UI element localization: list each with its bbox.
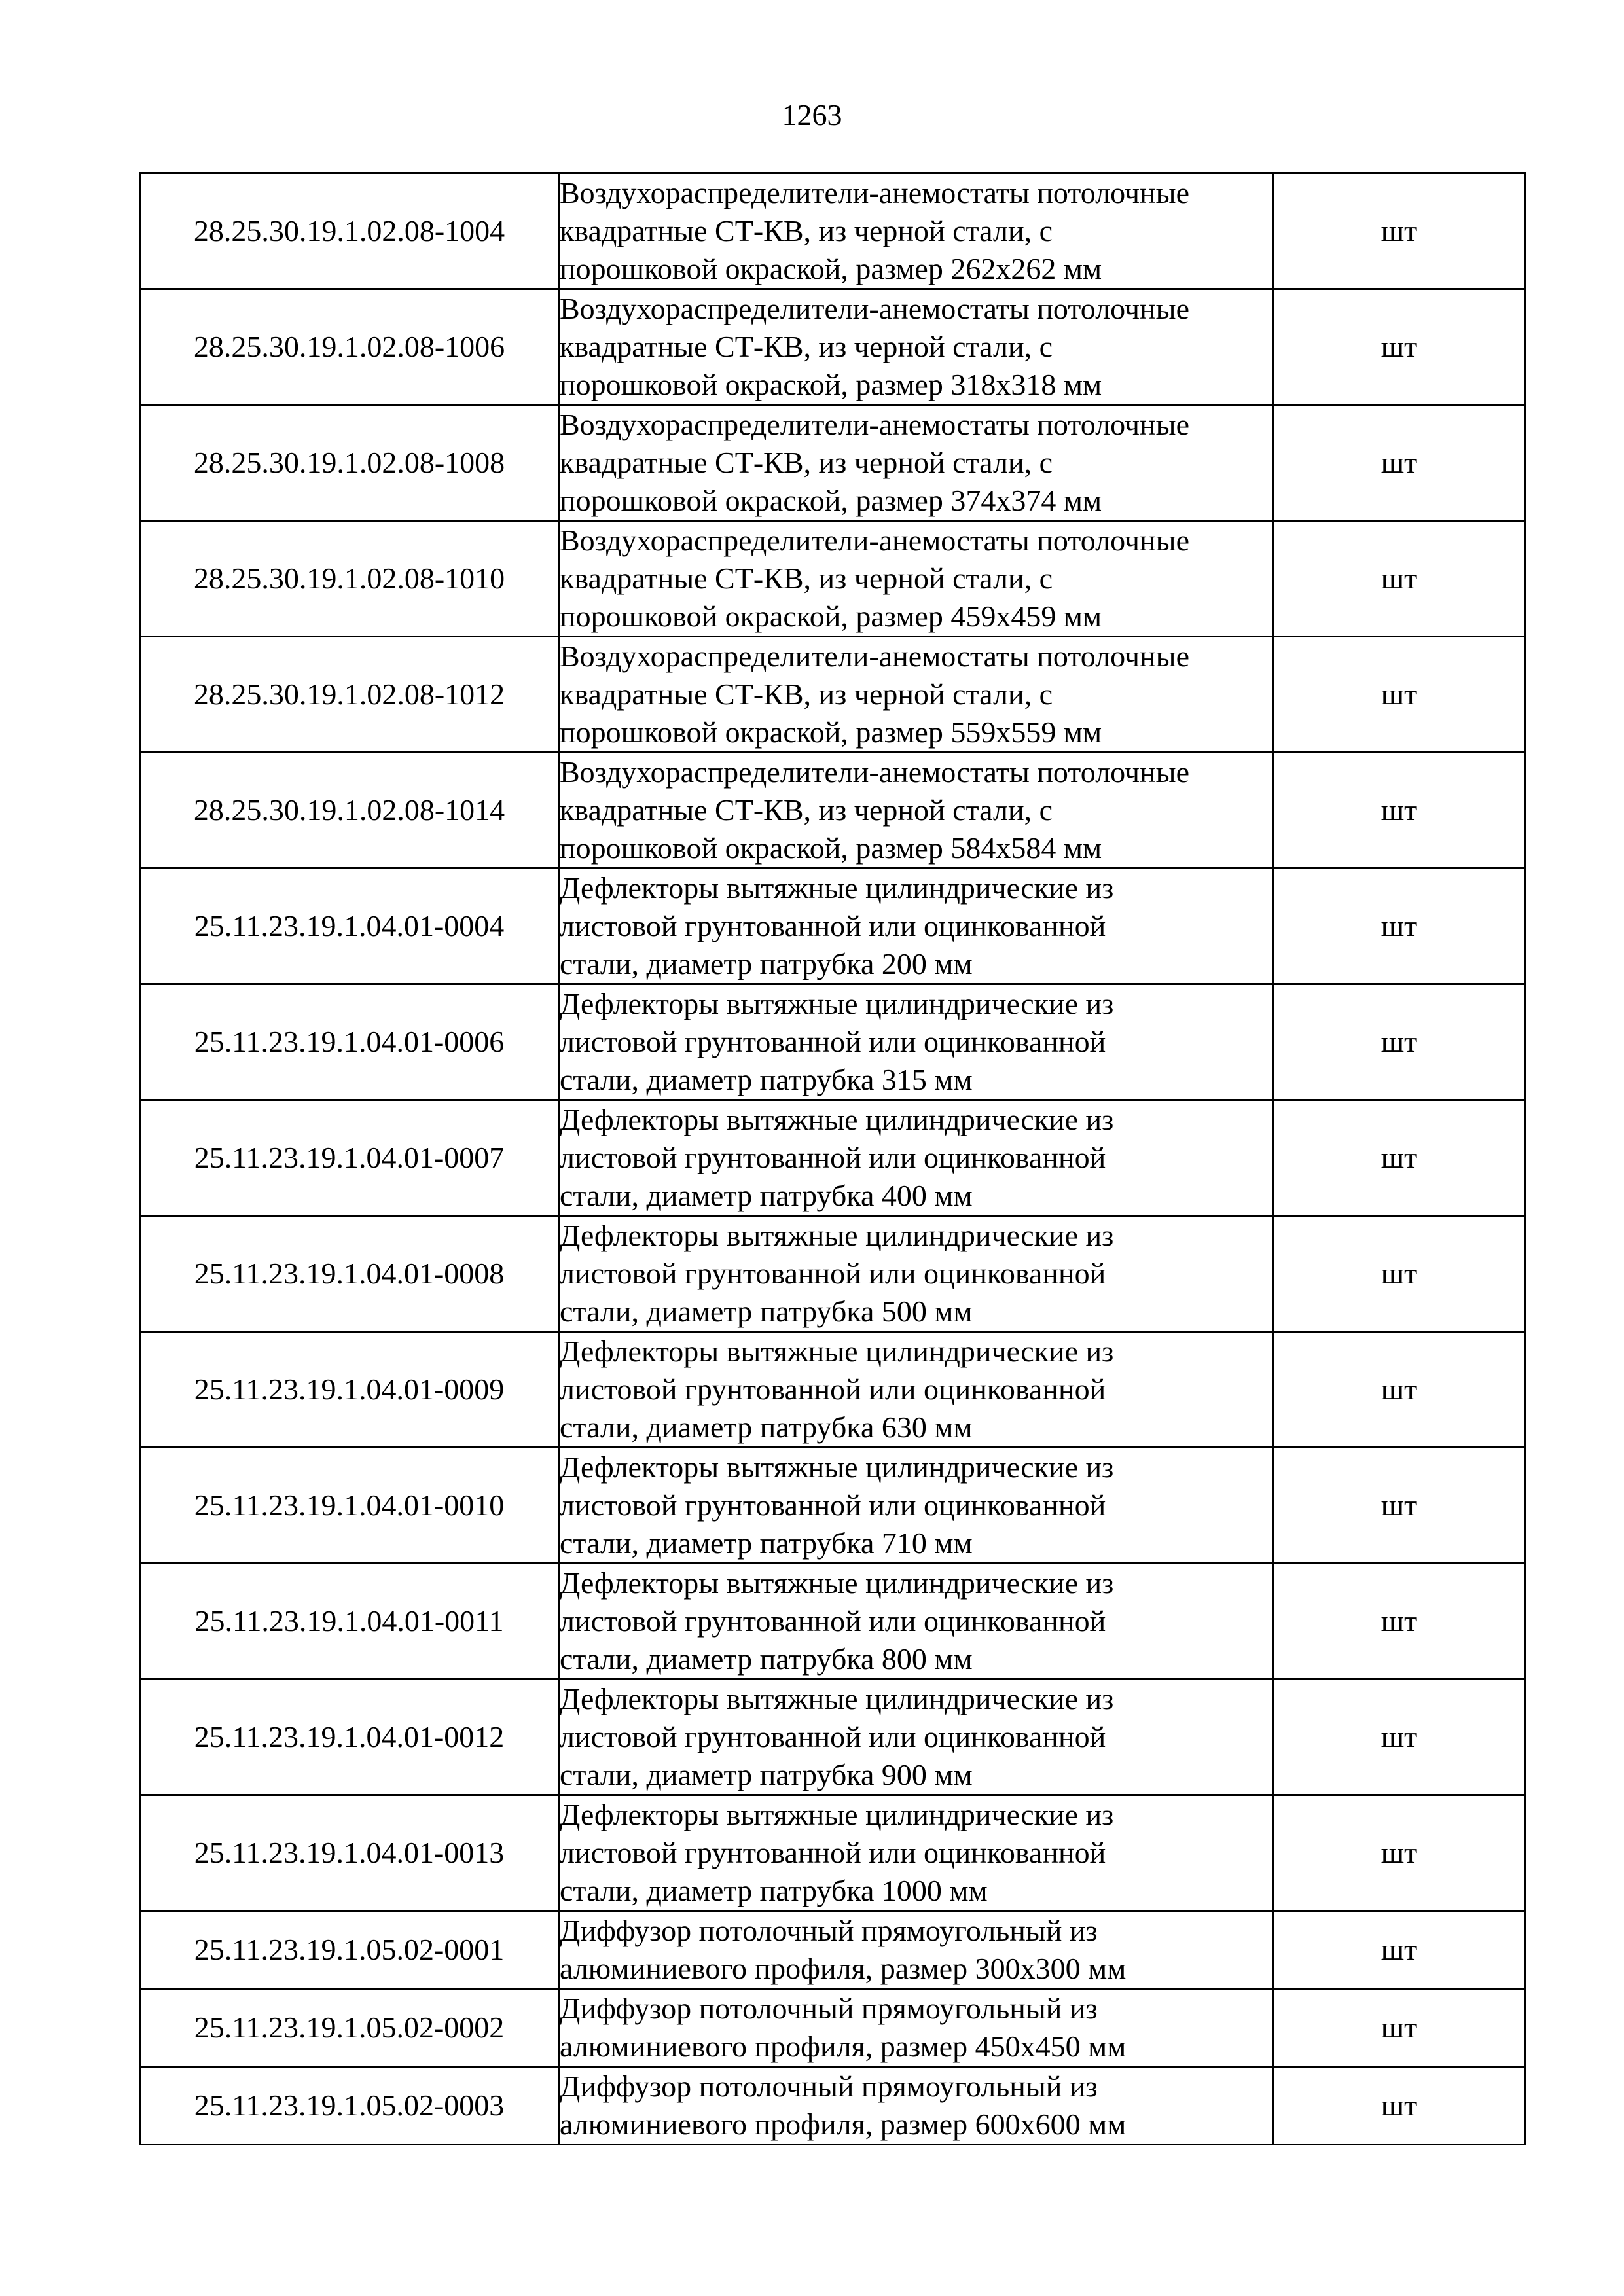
description-line: Дефлекторы вытяжные цилиндрические из (560, 987, 1114, 1020)
description-line: Дефлекторы вытяжные цилиндрические из (560, 1103, 1114, 1136)
description-line: квадратные СТ-КВ, из черной стали, с (560, 562, 1053, 595)
table-row (140, 1564, 1525, 1679)
resource-code: 25.11.23.19.1.04.01-0010 (140, 1448, 559, 1564)
description-line: Дефлекторы вытяжные цилиндрические из (560, 871, 1114, 905)
table-row (140, 2067, 1525, 2145)
description-line: порошковой окраской, размер 374х374 мм (560, 484, 1102, 517)
resource-code: 25.11.23.19.1.04.01-0011 (140, 1564, 559, 1679)
resource-code: 25.11.23.19.1.05.02-0002 (140, 1989, 559, 2067)
description-line: стали, диаметр патрубка 710 мм (560, 1526, 973, 1560)
resource-code: 25.11.23.19.1.04.01-0008 (140, 1216, 559, 1332)
unit-of-measure: шт (1274, 1911, 1525, 1989)
description-line: листовой грунтованной или оцинкованной (560, 1836, 1106, 1869)
description-line: квадратные СТ-КВ, из черной стали, с (560, 446, 1053, 479)
description-line: порошковой окраской, размер 584х584 мм (560, 831, 1102, 865)
resource-code: 25.11.23.19.1.04.01-0012 (140, 1679, 559, 1795)
description-line: Дефлекторы вытяжные цилиндрические из (560, 1450, 1114, 1484)
resource-description (559, 1448, 1274, 1564)
description-line: листовой грунтованной или оцинкованной (560, 1488, 1106, 1522)
unit-of-measure: шт (1274, 1216, 1525, 1332)
table-row (140, 1911, 1525, 1989)
unit-of-measure: шт (1274, 289, 1525, 405)
resource-description (559, 1100, 1274, 1216)
description-line: Диффузор потолочный прямоугольный из (560, 1992, 1098, 2025)
table-row (140, 753, 1525, 869)
description-line: Воздухораспределители-анемостаты потолочные (560, 408, 1190, 441)
description-line: алюминиевого профиля, размер 450х450 мм (560, 2030, 1127, 2063)
description-line: Воздухораспределители-анемостаты потолочные (560, 524, 1190, 557)
unit-of-measure: шт (1274, 1332, 1525, 1448)
resource-code: 25.11.23.19.1.05.02-0001 (140, 1911, 559, 1989)
description-line: квадратные СТ-КВ, из черной стали, с (560, 793, 1053, 827)
table-row (140, 1332, 1525, 1448)
table-row (140, 1100, 1525, 1216)
unit-of-measure: шт (1274, 984, 1525, 1100)
table-row (140, 289, 1525, 405)
resource-description (559, 1989, 1274, 2067)
resource-description (559, 1564, 1274, 1679)
description-line: листовой грунтованной или оцинкованной (560, 1372, 1106, 1406)
unit-of-measure: шт (1274, 1795, 1525, 1911)
unit-of-measure: шт (1274, 521, 1525, 637)
description-line: Диффузор потолочный прямоугольный из (560, 2070, 1098, 2103)
resource-code: 28.25.30.19.1.02.08-1010 (140, 521, 559, 637)
table-row (140, 173, 1525, 289)
unit-of-measure: шт (1274, 753, 1525, 869)
table-row (140, 637, 1525, 753)
description-line: стали, диаметр патрубка 630 мм (560, 1410, 973, 1444)
description-line: стали, диаметр патрубка 1000 мм (560, 1874, 988, 1907)
unit-of-measure: шт (1274, 1100, 1525, 1216)
resource-code: 28.25.30.19.1.02.08-1004 (140, 173, 559, 289)
table-row (140, 1989, 1525, 2067)
description-line: порошковой окраской, размер 262х262 мм (560, 252, 1102, 285)
description-line: Воздухораспределители-анемостаты потолочные (560, 639, 1190, 673)
description-line: Воздухораспределители-анемостаты потолочные (560, 755, 1190, 789)
description-line: Дефлекторы вытяжные цилиндрические из (560, 1798, 1114, 1831)
description-line: порошковой окраской, размер 559х559 мм (560, 715, 1102, 749)
resource-table (139, 172, 1526, 2145)
unit-of-measure: шт (1274, 637, 1525, 753)
resource-description (559, 984, 1274, 1100)
resource-description (559, 753, 1274, 869)
resource-code: 28.25.30.19.1.02.08-1014 (140, 753, 559, 869)
unit-of-measure: шт (1274, 2067, 1525, 2145)
description-line: Диффузор потолочный прямоугольный из (560, 1914, 1098, 1947)
description-line: Дефлекторы вытяжные цилиндрические из (560, 1566, 1114, 1600)
description-line: листовой грунтованной или оцинкованной (560, 1604, 1106, 1638)
resource-description (559, 637, 1274, 753)
description-line: стали, диаметр патрубка 400 мм (560, 1179, 973, 1212)
resource-description (559, 1795, 1274, 1911)
unit-of-measure: шт (1274, 1448, 1525, 1564)
table-row (140, 984, 1525, 1100)
description-line: стали, диаметр патрубка 900 мм (560, 1758, 973, 1791)
description-line: Дефлекторы вытяжные цилиндрические из (560, 1219, 1114, 1252)
description-line: листовой грунтованной или оцинкованной (560, 909, 1106, 942)
table-row (140, 1448, 1525, 1564)
resource-code: 25.11.23.19.1.04.01-0007 (140, 1100, 559, 1216)
resource-code: 28.25.30.19.1.02.08-1006 (140, 289, 559, 405)
description-line: порошковой окраской, размер 318х318 мм (560, 368, 1102, 401)
table-row (140, 1679, 1525, 1795)
resource-code: 25.11.23.19.1.05.02-0003 (140, 2067, 559, 2145)
resource-code: 25.11.23.19.1.04.01-0013 (140, 1795, 559, 1911)
description-line: стали, диаметр патрубка 200 мм (560, 947, 973, 980)
description-line: порошковой окраской, размер 459х459 мм (560, 600, 1102, 633)
description-line: Дефлекторы вытяжные цилиндрические из (560, 1682, 1114, 1715)
resource-code: 25.11.23.19.1.04.01-0004 (140, 869, 559, 984)
resource-description (559, 405, 1274, 521)
description-line: квадратные СТ-КВ, из черной стали, с (560, 677, 1053, 711)
page-number: 1263 (782, 98, 842, 132)
resource-description (559, 1216, 1274, 1332)
description-line: алюминиевого профиля, размер 300х300 мм (560, 1952, 1127, 1985)
table-body (140, 173, 1525, 2145)
unit-of-measure: шт (1274, 173, 1525, 289)
description-line: Воздухораспределители-анемостаты потолочные (560, 176, 1190, 209)
table-row (140, 405, 1525, 521)
unit-of-measure: шт (1274, 1679, 1525, 1795)
description-line: стали, диаметр патрубка 800 мм (560, 1642, 973, 1676)
unit-of-measure: шт (1274, 405, 1525, 521)
unit-of-measure: шт (1274, 1989, 1525, 2067)
resource-code: 25.11.23.19.1.04.01-0006 (140, 984, 559, 1100)
description-line: Воздухораспределители-анемостаты потолочные (560, 292, 1190, 325)
resource-description (559, 289, 1274, 405)
description-line: листовой грунтованной или оцинкованной (560, 1025, 1106, 1058)
unit-of-measure: шт (1274, 1564, 1525, 1679)
table-row (140, 1795, 1525, 1911)
description-line: квадратные СТ-КВ, из черной стали, с (560, 214, 1053, 247)
resource-code: 28.25.30.19.1.02.08-1012 (140, 637, 559, 753)
description-line: листовой грунтованной или оцинкованной (560, 1257, 1106, 1290)
description-line: стали, диаметр патрубка 315 мм (560, 1063, 973, 1096)
resource-description (559, 173, 1274, 289)
resource-description (559, 1679, 1274, 1795)
description-line: листовой грунтованной или оцинкованной (560, 1141, 1106, 1174)
description-line: алюминиевого профиля, размер 600х600 мм (560, 2108, 1127, 2141)
resource-code: 28.25.30.19.1.02.08-1008 (140, 405, 559, 521)
resource-description (559, 869, 1274, 984)
table-row (140, 521, 1525, 637)
resource-code: 25.11.23.19.1.04.01-0009 (140, 1332, 559, 1448)
unit-of-measure: шт (1274, 869, 1525, 984)
resource-description (559, 2067, 1274, 2145)
description-line: стали, диаметр патрубка 500 мм (560, 1295, 973, 1328)
resource-description (559, 521, 1274, 637)
description-line: Дефлекторы вытяжные цилиндрические из (560, 1335, 1114, 1368)
description-line: квадратные СТ-КВ, из черной стали, с (560, 330, 1053, 363)
resource-description (559, 1332, 1274, 1448)
resource-description (559, 1911, 1274, 1989)
description-line: листовой грунтованной или оцинкованной (560, 1720, 1106, 1753)
table-row (140, 869, 1525, 984)
table-row (140, 1216, 1525, 1332)
